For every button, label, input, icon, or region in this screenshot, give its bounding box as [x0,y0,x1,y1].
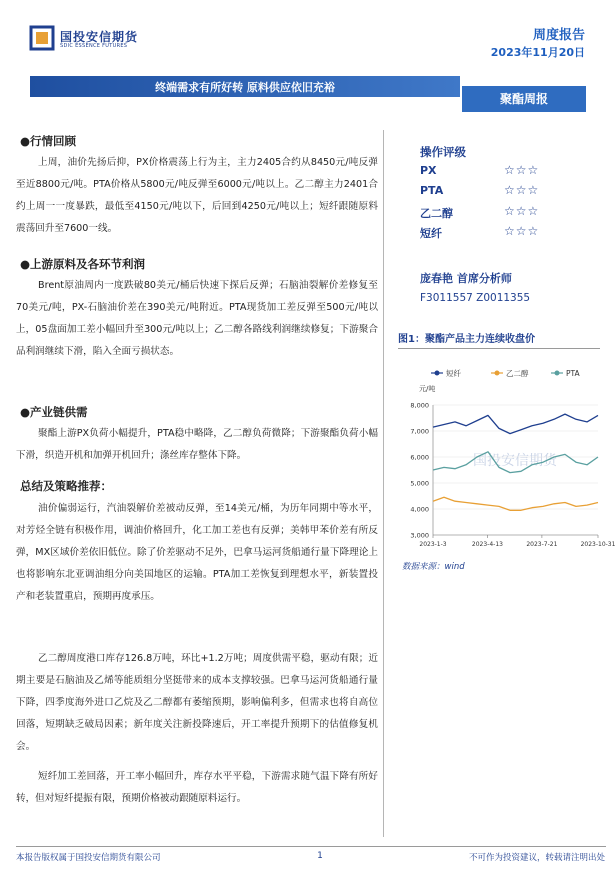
star-icon: ☆☆☆ [504,183,540,197]
x-tick-label: 2023-1-3 [419,541,447,548]
rating-name: PTA [420,184,444,197]
x-tick-label: 2023-10-31 [580,541,615,548]
legend-label: 短纤 [446,369,461,378]
y-tick-label: 7,000 [410,427,429,436]
report-type: 周度报告 [532,28,585,43]
report-date: 2023年11月20日 [490,46,585,59]
section-heading: ●上游原料及各环节利润 [20,257,146,271]
figure-title-rule [398,348,600,349]
legend-label: 乙二醇 [506,369,529,378]
section-heading: ●产业链供需 [20,405,88,419]
rating-title: 操作评级 [420,145,466,159]
y-tick-label: 6,000 [410,453,429,462]
paragraph: 短纤加工差回落，开工率小幅回升，库存水平平稳，下游需求随气温下降有所好转，但对短纤提振有限，预期价格被动跟随原料运行。 [16,771,378,804]
y-tick-label: 4,000 [410,505,429,514]
paragraph: Brent原油周内一度跌破80美元/桶后快速下探后反弹；石脑油裂解价差修复至70美元/吨，PX-石脑油价差在390美元/吨附近。PTA现货加工差反弹至500元/吨以上，05盘面加工差小幅回升至300元/吨以上；乙二醇各路线利润继续修复；下游聚合品利润继续下滑，陷入全面亏损状态。 [16,280,378,357]
footer-disclaimer: 不可作为投资建议，转载请注明出处 [468,853,605,863]
footer-rule [16,846,606,847]
data-source: 数据来源：wind [402,562,465,572]
star-icon: ☆☆☆ [504,204,540,218]
column-divider [383,130,384,837]
y-axis-label: 元/吨 [419,385,436,393]
series-line [433,497,598,510]
legend-marker [555,371,560,376]
footer-copyright: 本报告版权属于国投安信期货有限公司 [16,853,161,863]
figure-title: 图1：聚酯产品主力连续收盘价 [398,334,535,345]
y-tick-label: 5,000 [410,479,429,488]
section-heading: 总结及策略推荐： [20,479,112,493]
star-icon: ☆☆☆ [504,224,540,238]
company-logo [30,26,160,52]
logo-text-cn: 国投安信期货 [60,30,139,44]
y-tick-label: 3,000 [410,531,429,540]
analyst-name: 庞春艳 首席分析师 [420,272,512,285]
x-tick-label: 2023-7-21 [526,541,558,548]
paragraph: 乙二醇周度港口库存126.8万吨，环比+1.2万吨；周度供需平稳，驱动有限；近期主要是石脑油及乙烯等能质组分坚挺带来的成本支撑较强。巴拿马运河货船通行量下降，四季度海外进口乙烷及乙二醇都有萎缩预期，影响偏利多，但需求也将自高位回落，短期缺乏破局因素；新年度关注新投降速后，开工率提升预期下的估值修复机会。 [16,653,378,752]
x-tick-label: 2023-4-13 [471,541,503,548]
legend-marker [435,371,440,376]
page-number: 1 [317,851,323,861]
paragraph: 油价偏弱运行，汽油裂解价差被动反弹，至14美元/桶，为历年同期中等水平，对芳烃全链有积极作用，调油价格回升，化工加工差也有反弹；美韩甲苯价差有所反弹，MX区域价差依旧低位。除了价差驱动不足外，巴拿马运河货船通行量下降理论上也将影响东北亚调油组分向美国地区的运输。PTA加工差恢复到理想水平，新装置投产和老装置重启，预期再度承压。 [16,503,378,602]
title-banner [30,76,460,97]
star-icon: ☆☆☆ [504,163,540,177]
logo-text-en: SDIC ESSENCE FUTURES [60,43,128,49]
rating-row [420,184,550,202]
price-chart [393,365,615,555]
section-heading: ●行情回顾 [20,134,77,148]
watermark: 国投安信期货 [473,453,557,469]
analyst-ids: F3011557 Z0011355 [420,292,531,304]
y-tick-label: 8,000 [410,401,429,410]
series-line [433,414,598,434]
legend-marker [495,371,500,376]
legend-label: PTA [566,369,580,378]
paragraph: 聚酯上游PX负荷小幅提升，PTA稳中略降，乙二醇负荷微降；下游聚酯负荷小幅下滑，织造开机和加弹开机回升；涤丝库存整体下降。 [16,428,378,461]
report-tag: 聚酯周报 [462,86,586,112]
rating-row [420,225,550,243]
rating-row [420,205,550,223]
rating-row [420,164,550,182]
rating-name: 乙二醇 [420,207,453,220]
rating-name: PX [420,164,437,177]
report-title: 终端需求有所好转 原料供应依旧充裕 [155,81,335,94]
paragraph: 上周，油价先扬后抑，PX价格震荡上行为主，主力2405合约从8450元/吨反弹至近8800元/吨。PTA价格从5800元/吨反弹至6000元/吨以上。乙二醇主力2401合约上周一一度暴跌，最低至4150元/吨以下，后回到4250元/吨以上；短纤跟随原料震荡回升至7600一线。 [16,157,378,234]
logo-icon [30,26,54,50]
rating-name: 短纤 [420,227,442,240]
